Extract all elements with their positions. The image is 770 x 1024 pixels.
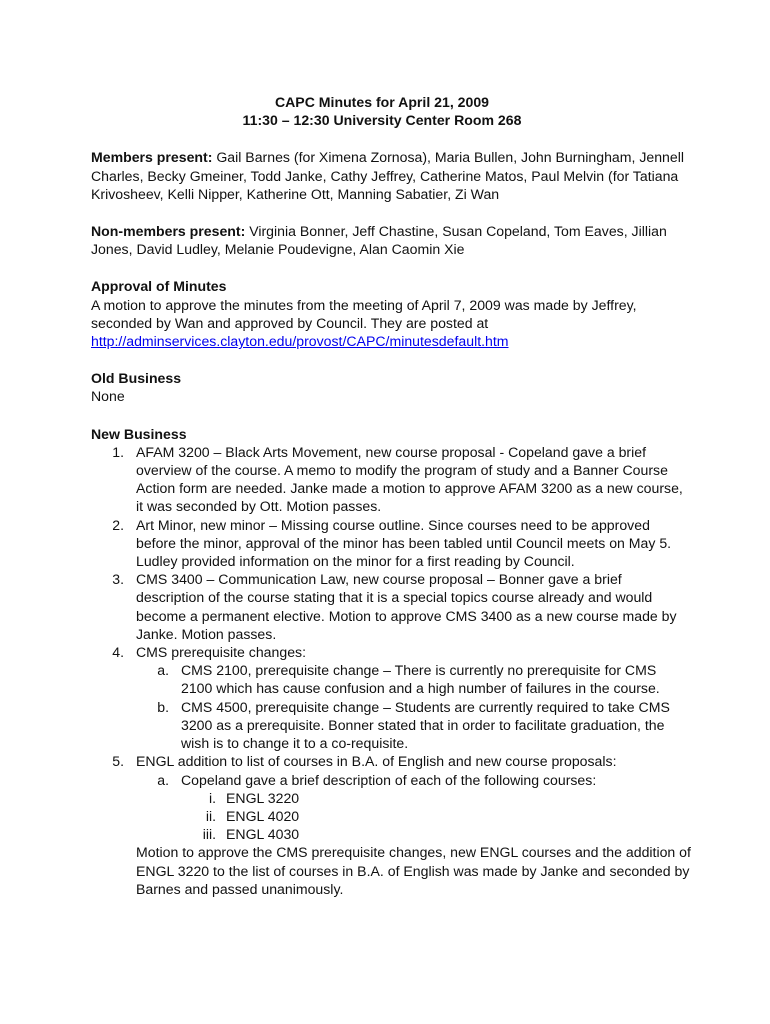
sub-list-item-text: CMS 4500, prerequisite change – Students are currently required to take CMS 3200 as a prerequisite. Bonner stated that in order to facilitate graduation, the wish is to change it to a co-requisite. [181,698,670,752]
approval-of-minutes-heading: Approval of Minutes [91,278,227,295]
list-item-text: CMS prerequisite changes: [136,644,306,661]
meeting-time-location: 11:30 – 12:30 University Center Room 268 [242,112,522,129]
list-marker: 2. [112,516,124,533]
list-item-text: Art Minor, new minor – Missing course outline. Since courses need to be approved before the minor, approval of the minor has been tabled until Council meets on May 5. Ludley provided information on the minor for a first reading by Council. [136,516,672,570]
list-marker: a. [157,771,169,788]
new-business-list [91,443,691,843]
approval-of-minutes-section [91,277,691,350]
closing-motion-text: Motion to approve the CMS prerequisite changes, new ENGL courses and the addition of ENGL 3220 to the list of courses in B.A. of English was made by Janke and seconded by Barnes and passed unanimously. [136,844,691,897]
old-business-section [91,369,691,405]
list-item [91,443,691,516]
approval-of-minutes-text: A motion to approve the minutes from the meeting of April 7, 2009 was made by Jeffrey, seconded by Wan and approved by Council. They are posted at [91,296,637,331]
non-members-present-label: Non-members present: [91,223,246,240]
list-marker: i. [208,789,216,806]
list-marker: b. [157,698,169,715]
list-item [91,570,691,643]
course-list-item [91,807,691,825]
list-marker: 5. [112,753,124,770]
course-list-item [91,789,691,807]
new-business-section [91,425,691,898]
members-present [91,148,691,203]
old-business-heading: Old Business [91,370,182,387]
list-item-text: AFAM 3200 – Black Arts Movement, new course proposal - Copeland gave a brief overview of the course. A memo to modify the program of study and a Banner Course Action form are needed. Janke made a motion to approve AFAM 3200 as a new course, it was seconded by Ott. Motion passes. [136,443,683,515]
list-item [91,516,691,571]
list-item [91,752,691,770]
old-business-text: None [91,388,125,405]
members-present-list: Gail Barnes (for Ximena Zornosa), Maria Bullen, John Burningham, Jennell Charles, Becky Gmeiner, Todd Janke, Cathy Jeffrey, Catherine Matos, Paul Melvin (for Tatiana Krivosheev, Kelli Nipper, Katherine Ott, Manning Sabatier, Zi Wan [91,149,684,202]
course-code: ENGL 4030 [226,826,300,843]
non-members-present-list: Virginia Bonner, Jeff Chastine, Susan Copeland, Tom Eaves, Jillian Jones, David Ludley, Melanie Poudevigne, Alan Caomin Xie [91,223,667,258]
sub-list-item [91,771,691,789]
list-marker: 3. [112,571,124,588]
non-members-present [91,222,691,258]
sub-list-item [91,661,691,697]
course-code: ENGL 4020 [226,807,300,824]
list-marker: ii. [205,807,216,824]
course-list-item [91,825,691,843]
list-marker: 1. [112,443,124,460]
list-item-text: CMS 3400 – Communication Law, new course proposal – Bonner gave a brief description of the course stating that it is a special topics course already and would become a permanent elective. Motion to approve CMS 3400 as a new course made by Janke. Motion passes. [136,571,677,642]
list-item-text: ENGL addition to list of courses in B.A. of English and new course proposals: [136,753,617,770]
list-marker: iii. [202,826,216,843]
list-marker: a. [157,662,169,679]
sub-list-item-text: CMS 2100, prerequisite change – There is currently no prerequisite for CMS 2100 which has cause confusion and a high number of failures in the course. [181,662,660,697]
list-marker: 4. [112,644,124,661]
document-title: CAPC Minutes for April 21, 2009 [274,94,490,110]
sub-list-item [91,698,691,753]
minutes-link[interactable]: http://adminservices.clayton.edu/provost/CAPC/minutesdefault.htm [91,333,509,350]
minutes-document [91,93,691,898]
course-code: ENGL 3220 [226,789,300,806]
new-business-heading: New Business [91,425,187,442]
sub-list-item-text: Copeland gave a brief description of each of the following courses: [181,771,597,788]
members-present-label: Members present: [91,149,213,166]
list-item [91,643,691,661]
